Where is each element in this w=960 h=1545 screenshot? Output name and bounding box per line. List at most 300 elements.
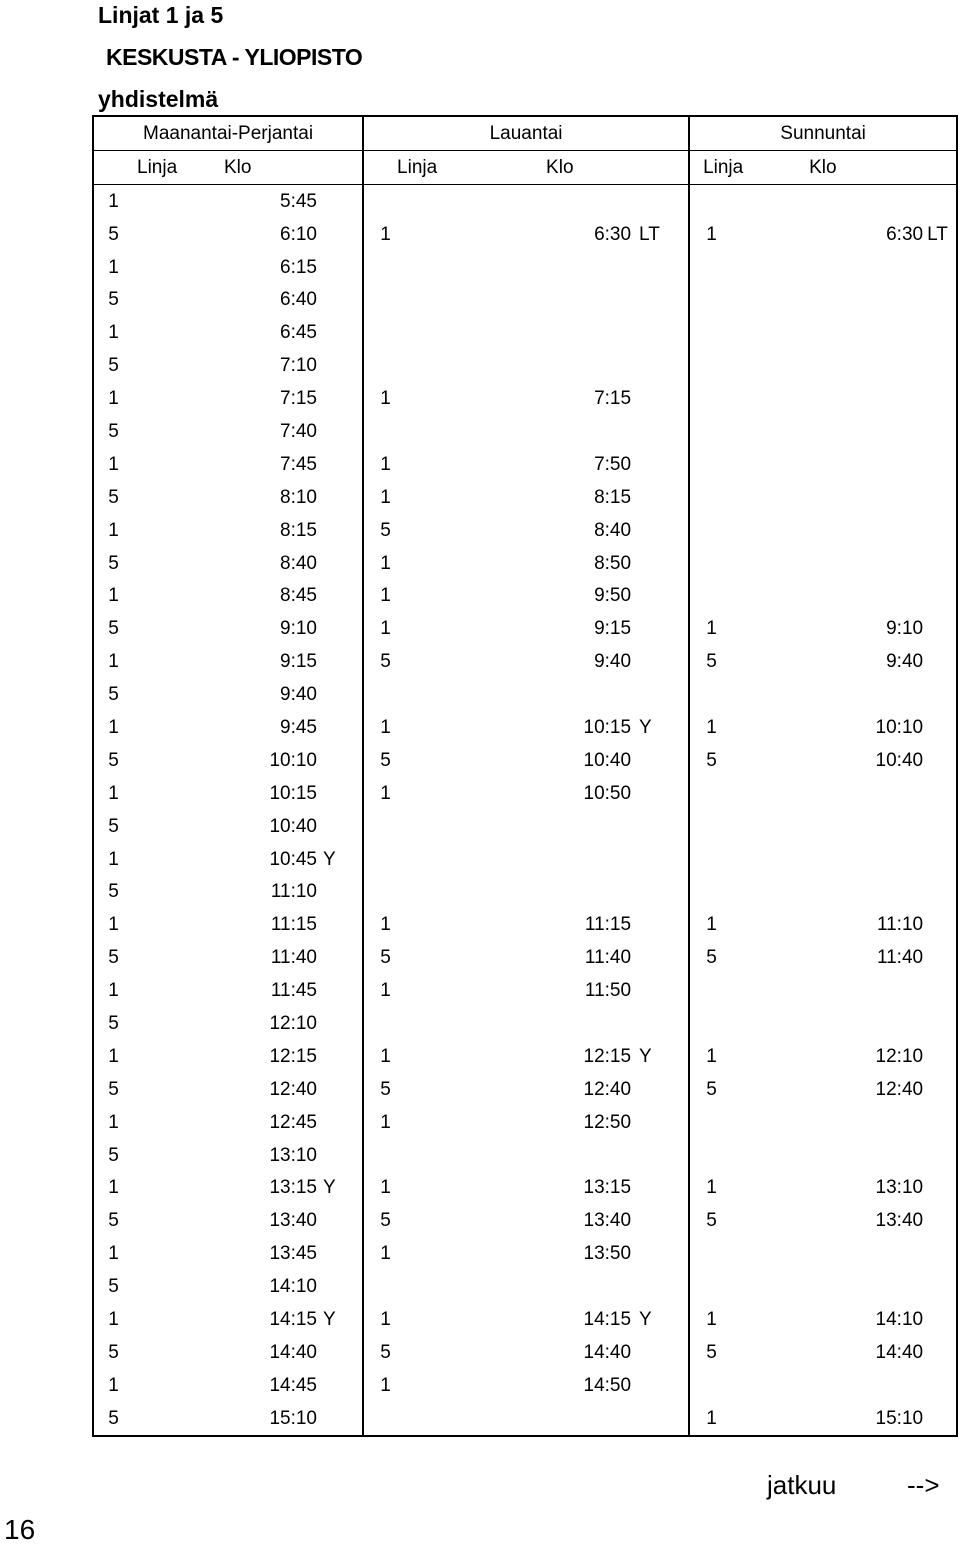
col-header-klo: Klo — [224, 156, 252, 178]
cell-linja: 1 — [93, 448, 137, 481]
continues-arrow: --> — [907, 1470, 940, 1500]
cell-linja: 1 — [363, 218, 407, 251]
cell-spacer — [733, 1139, 799, 1172]
cell-spacer — [137, 1106, 197, 1139]
cell-linja: 5 — [689, 1336, 733, 1369]
cell-linja — [363, 1007, 407, 1040]
cell-klo: 7:15 — [594, 388, 632, 410]
cell-note — [927, 645, 957, 678]
cell-linja: 1 — [93, 1172, 137, 1205]
cell-note — [639, 1007, 689, 1040]
cell-note — [927, 514, 957, 547]
cell-note — [323, 875, 363, 908]
cell-spacer — [407, 908, 481, 941]
cell-spacer — [733, 744, 799, 777]
route-title: KESKUSTA - YLIOPISTO — [106, 44, 363, 70]
cell-spacer — [137, 1237, 197, 1270]
cell-linja: 5 — [93, 1204, 137, 1237]
cell-spacer — [137, 382, 197, 415]
cell-klo: 12:40 — [583, 1078, 632, 1100]
cell-klo — [481, 251, 639, 284]
cell-note — [639, 579, 689, 612]
table-row — [93, 448, 957, 481]
cell-spacer — [733, 547, 799, 580]
cell-klo: 11:40 — [270, 947, 317, 969]
cell-linja: 1 — [93, 184, 137, 217]
cell-note — [323, 251, 363, 284]
cell-note — [927, 1139, 957, 1172]
cell-linja: 1 — [363, 1106, 407, 1139]
table-row — [93, 843, 957, 876]
table-row — [93, 349, 957, 382]
cell-linja — [689, 843, 733, 876]
cell-linja — [689, 777, 733, 810]
cell-linja — [689, 514, 733, 547]
cell-note — [323, 974, 363, 1007]
cell-spacer — [137, 547, 197, 580]
cell-klo: 14:10 — [269, 1276, 317, 1298]
cell-note — [927, 1369, 957, 1402]
cell-linja: 1 — [363, 777, 407, 810]
cell-linja: 1 — [689, 1402, 733, 1436]
cell-linja: 1 — [93, 974, 137, 1007]
cell-klo: 6:30 — [594, 223, 632, 245]
cell-linja: 1 — [93, 1369, 137, 1402]
cell-note — [927, 448, 957, 481]
cell-note — [927, 711, 957, 744]
cell-klo — [799, 547, 927, 580]
table-row — [93, 316, 957, 349]
cell-linja: 5 — [363, 1073, 407, 1106]
cell-spacer — [137, 744, 197, 777]
cell-linja — [689, 349, 733, 382]
cell-spacer — [407, 678, 481, 711]
cell-linja: 5 — [689, 941, 733, 974]
cell-klo: 7:40 — [280, 420, 317, 442]
cell-linja: 1 — [363, 1237, 407, 1270]
cell-klo — [799, 415, 927, 448]
cell-note — [639, 382, 689, 415]
cell-spacer — [733, 1040, 799, 1073]
cell-note — [323, 448, 363, 481]
cell-klo: 9:10 — [280, 618, 317, 640]
cell-spacer — [407, 1402, 481, 1436]
cell-linja: 5 — [93, 1007, 137, 1040]
cell-note — [323, 777, 363, 810]
cell-linja: 1 — [93, 514, 137, 547]
cell-note: Y — [639, 1309, 652, 1330]
cell-klo — [799, 1270, 927, 1303]
cell-note — [927, 777, 957, 810]
cell-note — [323, 678, 363, 711]
cell-spacer — [407, 184, 481, 217]
page-title: Linjat 1 ja 5 — [98, 2, 224, 28]
cell-klo: 11:15 — [270, 914, 317, 936]
cell-linja — [689, 184, 733, 217]
cell-note — [639, 448, 689, 481]
cell-klo — [799, 349, 927, 382]
cell-spacer — [407, 481, 481, 514]
cell-note — [323, 283, 363, 316]
cell-spacer — [733, 1106, 799, 1139]
cell-note — [639, 1106, 689, 1139]
cell-klo — [799, 1106, 927, 1139]
cell-spacer — [137, 349, 197, 382]
cell-linja — [689, 448, 733, 481]
cell-spacer — [137, 1040, 197, 1073]
cell-note — [323, 382, 363, 415]
cell-spacer — [137, 711, 197, 744]
table-row — [93, 283, 957, 316]
cell-note — [323, 349, 363, 382]
cell-spacer — [407, 777, 481, 810]
cell-linja: 1 — [689, 711, 733, 744]
table-row — [93, 1073, 957, 1106]
cell-klo: 8:10 — [280, 486, 317, 508]
cell-spacer — [733, 481, 799, 514]
cell-spacer — [733, 843, 799, 876]
cell-klo: 6:10 — [280, 223, 317, 245]
cell-klo — [799, 382, 927, 415]
cell-linja: 5 — [93, 1270, 137, 1303]
cell-klo: 14:10 — [875, 1309, 924, 1330]
cell-note — [323, 415, 363, 448]
cell-linja — [689, 1369, 733, 1402]
cell-klo: 8:40 — [280, 552, 317, 574]
table-row — [93, 711, 957, 744]
table-row — [93, 415, 957, 448]
table-row — [93, 941, 957, 974]
cell-spacer — [407, 875, 481, 908]
cell-spacer — [407, 547, 481, 580]
cell-klo: 12:40 — [875, 1078, 924, 1100]
cell-note — [323, 1369, 363, 1402]
cell-note — [639, 810, 689, 843]
cell-spacer — [137, 645, 197, 678]
table-row — [93, 678, 957, 711]
cell-klo: 8:15 — [594, 486, 632, 508]
cell-note — [323, 1106, 363, 1139]
cell-klo — [799, 810, 927, 843]
cell-klo: 8:50 — [594, 552, 632, 574]
cell-klo: 10:45 — [269, 848, 317, 870]
cell-klo: 14:50 — [583, 1374, 632, 1396]
cell-spacer — [733, 251, 799, 284]
cell-spacer — [137, 1402, 197, 1436]
cell-spacer — [407, 1172, 481, 1205]
cell-linja — [689, 382, 733, 415]
cell-spacer — [137, 875, 197, 908]
cell-note — [639, 349, 689, 382]
cell-klo: 12:40 — [269, 1078, 317, 1100]
cell-spacer — [733, 1336, 799, 1369]
cell-note — [639, 1402, 689, 1436]
cell-linja: 1 — [93, 1106, 137, 1139]
cell-linja: 1 — [689, 1303, 733, 1336]
cell-klo: 10:10 — [269, 749, 317, 771]
cell-spacer — [137, 579, 197, 612]
cell-linja: 1 — [93, 1303, 137, 1336]
cell-spacer — [733, 875, 799, 908]
cell-klo: 7:10 — [280, 355, 317, 377]
cell-linja — [363, 810, 407, 843]
cell-linja: 1 — [93, 316, 137, 349]
cell-spacer — [407, 744, 481, 777]
cell-note — [639, 908, 689, 941]
table-row — [93, 1402, 957, 1436]
cell-note — [639, 1073, 689, 1106]
cell-spacer — [407, 1204, 481, 1237]
cell-note — [323, 908, 363, 941]
cell-linja: 1 — [93, 908, 137, 941]
cell-klo: 12:50 — [583, 1111, 632, 1133]
cell-linja: 1 — [363, 1369, 407, 1402]
cell-klo: 14:40 — [269, 1341, 317, 1363]
cell-spacer — [137, 974, 197, 1007]
col-header-linja: Linja — [137, 156, 178, 178]
cell-note — [927, 941, 957, 974]
cell-klo — [799, 1237, 927, 1270]
cell-spacer — [733, 678, 799, 711]
cell-klo: 5:45 — [280, 190, 317, 212]
cell-note — [323, 481, 363, 514]
cell-klo: 9:40 — [280, 684, 317, 706]
cell-spacer — [137, 1139, 197, 1172]
cell-spacer — [407, 448, 481, 481]
cell-linja: 1 — [93, 382, 137, 415]
cell-klo — [481, 678, 639, 711]
cell-note — [927, 678, 957, 711]
cell-klo: 10:15 — [269, 782, 317, 804]
cell-klo: 6:15 — [280, 256, 317, 278]
cell-klo — [799, 974, 927, 1007]
cell-linja: 5 — [93, 941, 137, 974]
table-row — [93, 1237, 957, 1270]
cell-klo — [799, 1007, 927, 1040]
cell-linja: 1 — [363, 579, 407, 612]
cell-linja: 5 — [363, 1336, 407, 1369]
cell-note — [927, 1204, 957, 1237]
cell-spacer — [407, 1303, 481, 1336]
cell-linja: 5 — [93, 1139, 137, 1172]
cell-note — [927, 382, 957, 415]
cell-klo — [799, 184, 927, 217]
cell-linja: 5 — [363, 1204, 407, 1237]
table-row — [93, 1270, 957, 1303]
cell-klo: 6:45 — [280, 322, 317, 344]
cell-linja: 5 — [363, 514, 407, 547]
cell-note — [639, 1139, 689, 1172]
cell-spacer — [137, 810, 197, 843]
cell-klo — [799, 251, 927, 284]
cell-linja: 1 — [363, 481, 407, 514]
cell-note — [927, 184, 957, 217]
cell-note — [927, 1402, 957, 1436]
cell-klo: 11:40 — [876, 947, 924, 969]
cell-linja — [363, 678, 407, 711]
cell-note — [927, 283, 957, 316]
cell-spacer — [137, 612, 197, 645]
cell-spacer — [733, 1237, 799, 1270]
cell-note — [323, 1204, 363, 1237]
cell-note — [639, 843, 689, 876]
cell-klo: 12:45 — [269, 1111, 317, 1133]
cell-klo: 8:45 — [280, 585, 317, 607]
cell-linja: 5 — [93, 283, 137, 316]
cell-spacer — [733, 810, 799, 843]
table-row — [93, 1303, 957, 1336]
cell-linja: 1 — [363, 1040, 407, 1073]
cell-klo: 10:40 — [583, 749, 632, 771]
cell-note — [927, 1172, 957, 1205]
cell-klo — [799, 843, 927, 876]
table-row — [93, 777, 957, 810]
cell-spacer — [407, 1270, 481, 1303]
cell-klo: 13:10 — [875, 1177, 924, 1199]
cell-klo: 14:40 — [583, 1341, 632, 1363]
cell-linja: 5 — [93, 810, 137, 843]
cell-spacer — [137, 1369, 197, 1402]
cell-note — [639, 974, 689, 1007]
cell-note — [927, 843, 957, 876]
cell-spacer — [137, 1073, 197, 1106]
cell-spacer — [407, 349, 481, 382]
cell-note — [927, 579, 957, 612]
cell-linja: 5 — [93, 547, 137, 580]
cell-spacer — [733, 974, 799, 1007]
cell-note — [639, 251, 689, 284]
cell-note: LT — [927, 218, 957, 251]
cell-spacer — [407, 579, 481, 612]
cell-klo — [481, 1139, 639, 1172]
cell-klo: 10:50 — [583, 782, 632, 804]
cell-klo: 14:45 — [269, 1374, 317, 1396]
cell-note — [323, 1007, 363, 1040]
cell-klo: 12:10 — [269, 1012, 317, 1034]
cell-note — [927, 1040, 957, 1073]
cell-klo: 13:40 — [583, 1210, 632, 1232]
cell-klo: 11:10 — [270, 881, 317, 903]
cell-note: Y — [639, 1045, 652, 1067]
table-row — [93, 514, 957, 547]
cell-linja — [363, 1402, 407, 1436]
cell-note — [323, 1237, 363, 1270]
cell-note — [323, 612, 363, 645]
cell-spacer — [407, 1369, 481, 1402]
cell-spacer — [733, 711, 799, 744]
cell-spacer — [407, 1007, 481, 1040]
cell-note: Y — [323, 1177, 336, 1199]
cell-note — [323, 711, 363, 744]
cell-spacer — [137, 1303, 197, 1336]
cell-klo: 9:45 — [280, 716, 317, 738]
cell-klo: 13:40 — [269, 1210, 317, 1232]
cell-linja — [363, 283, 407, 316]
table-row — [93, 875, 957, 908]
cell-note — [323, 810, 363, 843]
cell-klo — [481, 1007, 639, 1040]
cell-klo — [481, 349, 639, 382]
cell-linja: 5 — [93, 612, 137, 645]
cell-linja — [363, 415, 407, 448]
cell-klo — [799, 875, 927, 908]
cell-spacer — [407, 218, 481, 251]
cell-linja: 1 — [363, 974, 407, 1007]
table-row — [93, 184, 957, 217]
cell-linja — [689, 1237, 733, 1270]
cell-note — [639, 1204, 689, 1237]
cell-linja: 1 — [363, 612, 407, 645]
cell-spacer — [137, 908, 197, 941]
cell-note — [639, 481, 689, 514]
cell-note — [323, 1336, 363, 1369]
cell-note — [927, 744, 957, 777]
cell-klo: 6:30 — [886, 223, 924, 245]
cell-spacer — [137, 184, 197, 217]
cell-linja: 1 — [689, 612, 733, 645]
cell-linja: 1 — [93, 645, 137, 678]
day-header-saturday: Lauantai — [363, 116, 689, 150]
cell-spacer — [137, 316, 197, 349]
cell-note — [927, 349, 957, 382]
cell-spacer — [407, 382, 481, 415]
table-row — [93, 810, 957, 843]
cell-klo — [799, 579, 927, 612]
cell-note — [927, 547, 957, 580]
cell-spacer — [733, 908, 799, 941]
day-header-sunday: Sunnuntai — [689, 116, 957, 150]
cell-linja — [689, 579, 733, 612]
cell-linja: 1 — [363, 1303, 407, 1336]
cell-note — [927, 316, 957, 349]
timetable-body — [93, 184, 957, 1435]
cell-spacer — [733, 645, 799, 678]
page-number: 16 — [4, 1514, 36, 1545]
cell-spacer — [407, 514, 481, 547]
cell-note — [323, 547, 363, 580]
table-row — [93, 1172, 957, 1205]
cell-linja: 5 — [93, 678, 137, 711]
table-row — [93, 908, 957, 941]
cell-note — [639, 1172, 689, 1205]
cell-note — [323, 579, 363, 612]
cell-spacer — [407, 941, 481, 974]
cell-klo: 13:45 — [269, 1243, 317, 1265]
cell-linja: 1 — [363, 382, 407, 415]
cell-spacer — [733, 1204, 799, 1237]
cell-spacer — [407, 612, 481, 645]
cell-note — [927, 875, 957, 908]
cell-linja: 1 — [363, 448, 407, 481]
cell-linja: 5 — [93, 1073, 137, 1106]
cell-note — [927, 612, 957, 645]
continues-label: jatkuu — [767, 1470, 837, 1500]
cell-klo — [799, 481, 927, 514]
cell-klo: 11:10 — [876, 914, 924, 936]
cell-spacer — [137, 941, 197, 974]
cell-spacer — [407, 1336, 481, 1369]
cell-klo: 14:15 — [583, 1309, 632, 1330]
cell-klo: 13:15 — [269, 1177, 317, 1199]
cell-spacer — [407, 810, 481, 843]
cell-note — [639, 415, 689, 448]
cell-note — [927, 415, 957, 448]
cell-spacer — [733, 218, 799, 251]
cell-klo — [799, 777, 927, 810]
cell-linja — [689, 415, 733, 448]
cell-note — [323, 1402, 363, 1436]
cell-spacer — [137, 514, 197, 547]
